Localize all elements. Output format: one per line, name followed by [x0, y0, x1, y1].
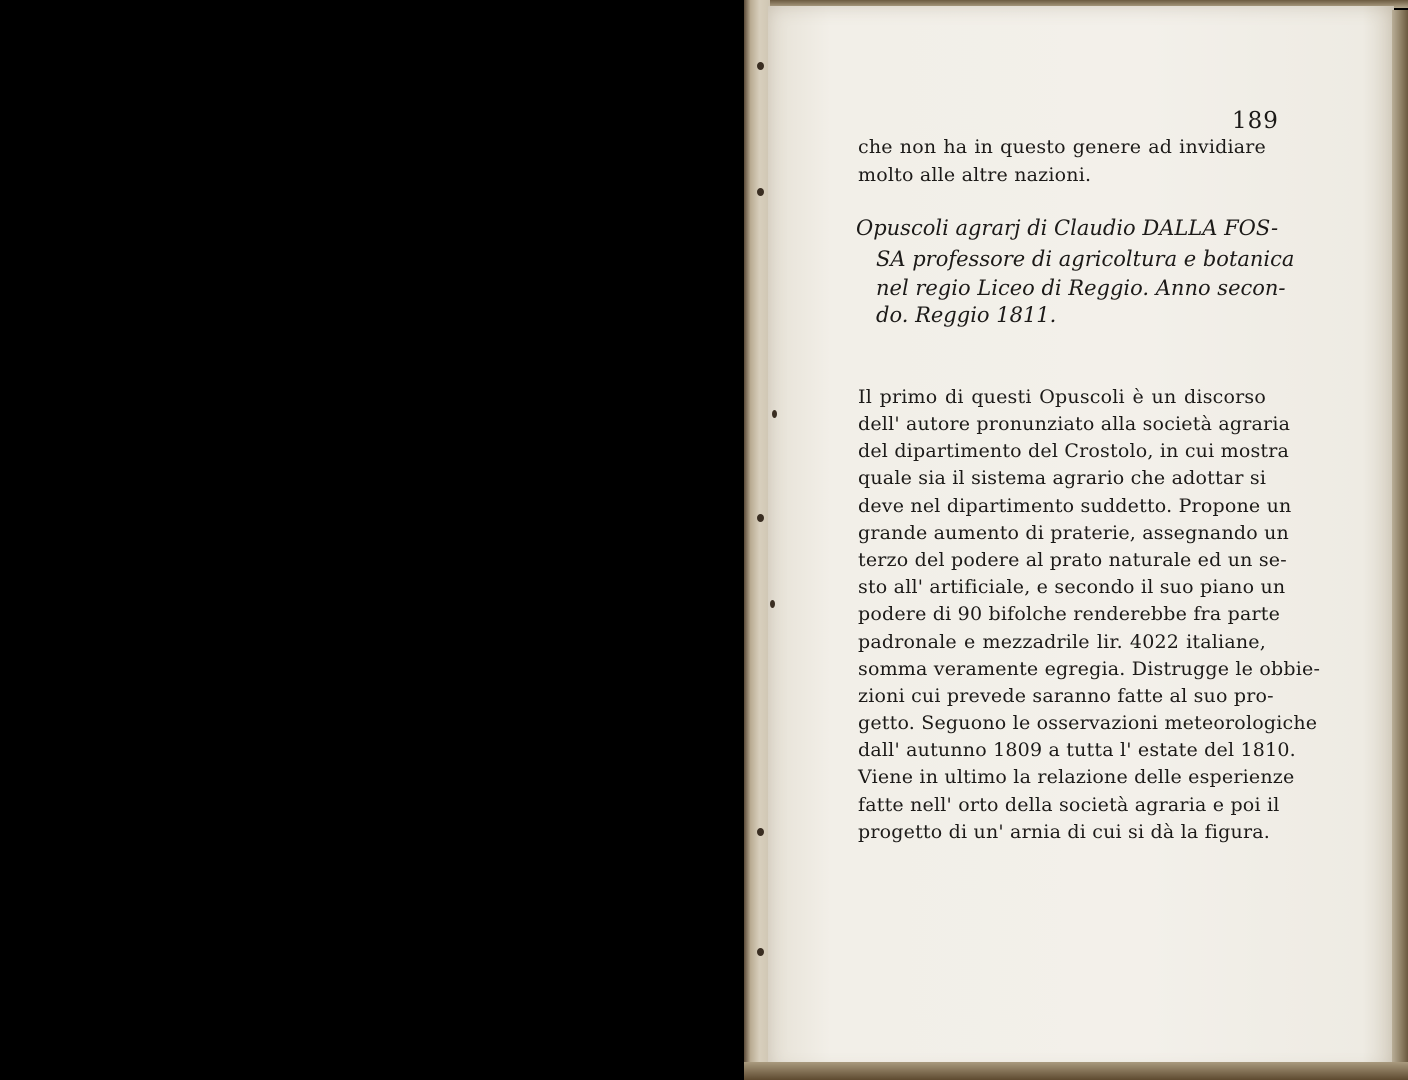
- body-line: podere di 90 bifolche renderebbe fra parte: [858, 603, 1281, 625]
- binding-stitch-mark: [757, 828, 764, 836]
- binding-stitch-mark: [757, 62, 764, 70]
- body-line: somma veramente egregia. Distrugge le obbie-: [858, 658, 1321, 680]
- binding-stitch-mark: [757, 514, 764, 522]
- book-title-line: do. Reggio 1811.: [876, 303, 1057, 327]
- body-line: terzo del podere al prato naturale ed un se-: [858, 549, 1287, 571]
- body-line: sto all' artificiale, e secondo il suo piano un: [858, 576, 1286, 598]
- book-title-line: SA professore di agricoltura e botanica: [876, 247, 1295, 271]
- body-line: progetto di un' arnia di cui si dà la figura.: [858, 821, 1271, 843]
- body-line: quale sia il sistema agrario che adottar si: [858, 467, 1267, 489]
- binding-stitch-mark: [770, 600, 775, 608]
- body-line: fatte nell' orto della società agraria e poi il: [858, 794, 1280, 816]
- page-number: 189: [1232, 108, 1279, 134]
- body-line: grande aumento di praterie, assegnando un: [858, 522, 1289, 544]
- binding-stitch-mark: [757, 188, 764, 196]
- body-line: zioni cui prevede saranno fatte al suo pro-: [858, 685, 1274, 707]
- binding-stitch-mark: [772, 410, 777, 418]
- binding-stitch-mark: [757, 948, 764, 956]
- body-line: Il primo di questi Opuscoli è un discorso: [858, 386, 1266, 408]
- body-line: dall' autunno 1809 a tutta l' estate del 1810.: [858, 739, 1296, 761]
- page-right-edge: [1392, 10, 1408, 1072]
- book-title-line: Opuscoli agrarj di Claudio DALLA FOS-: [856, 216, 1279, 240]
- body-line: dell' autore pronunziato alla società agraria: [858, 413, 1291, 435]
- body-line: del dipartimento del Crostolo, in cui mostra: [858, 440, 1290, 462]
- page-bottom-edge: [744, 1062, 1408, 1080]
- intro-line: molto alle altre nazioni.: [858, 164, 1092, 186]
- book-title-line: nel regio Liceo di Reggio. Anno secon-: [876, 276, 1286, 300]
- body-line: deve nel dipartimento suddetto. Propone un: [858, 495, 1292, 517]
- body-line: getto. Seguono le osservazioni meteorologiche: [858, 712, 1318, 734]
- intro-line: che non ha in questo genere ad invidiare: [858, 136, 1266, 158]
- book-spine-gutter: [744, 0, 770, 1080]
- body-line: padronale e mezzadrile lir. 4022 italiane,: [858, 631, 1266, 653]
- body-line: Viene in ultimo la relazione delle esperienze: [858, 766, 1295, 788]
